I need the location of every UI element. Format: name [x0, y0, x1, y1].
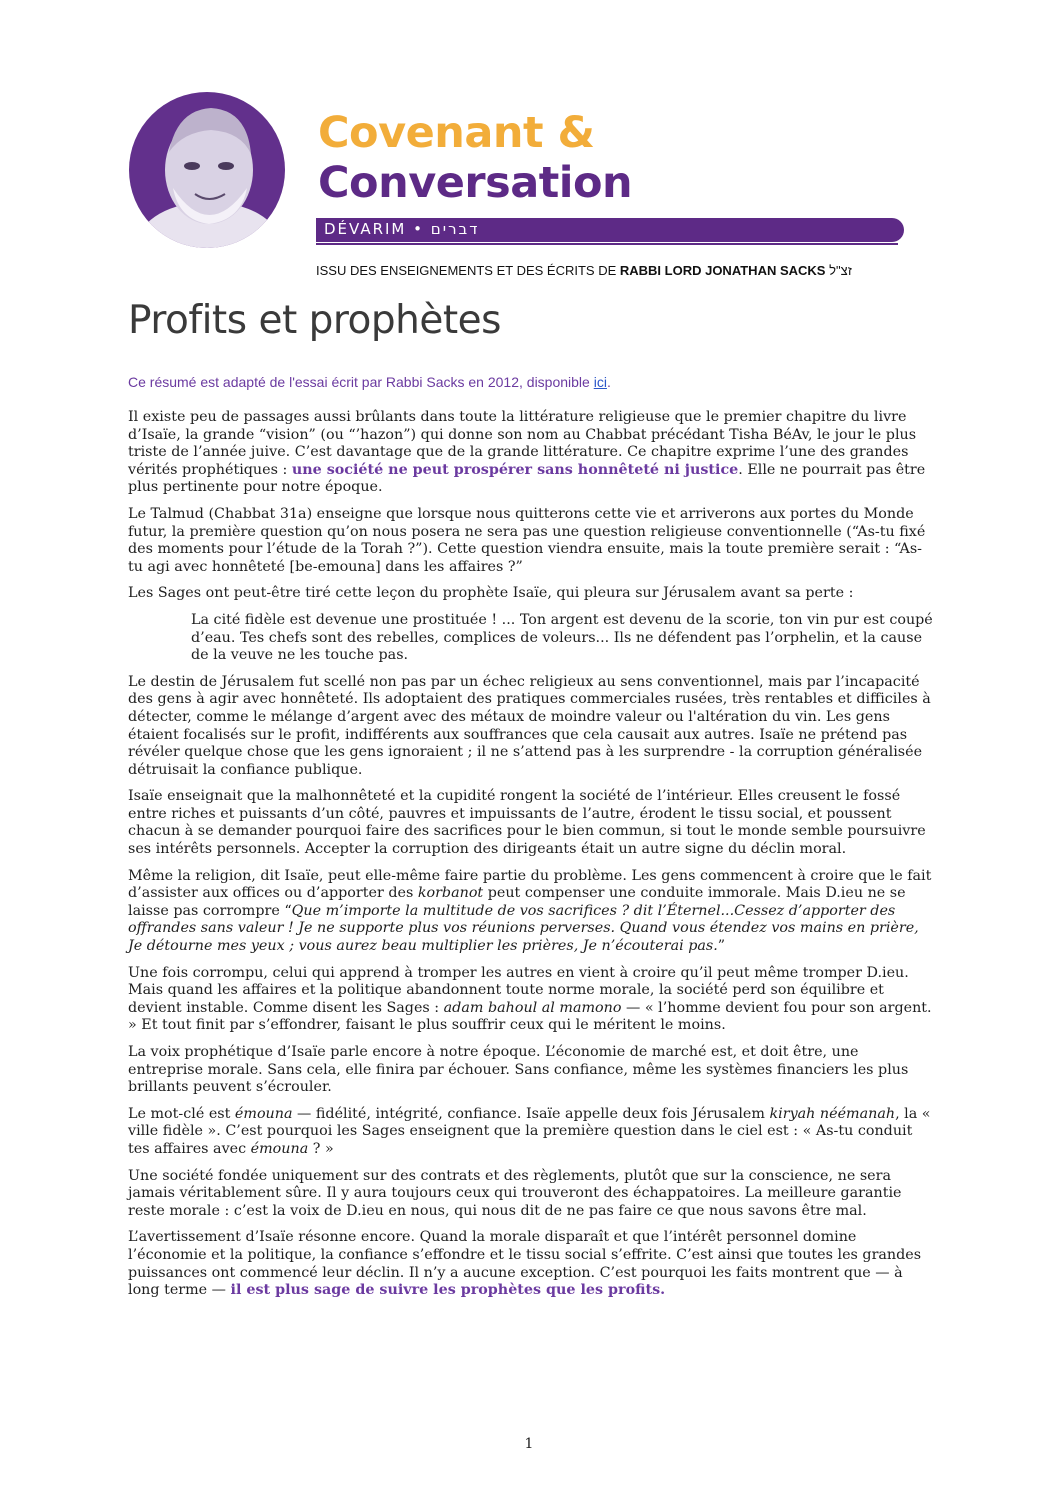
text-run: ? » [308, 1140, 334, 1157]
brand-title-line2: Conversation [318, 158, 633, 208]
text-run: Le mot-clé est [128, 1105, 235, 1122]
italic-term: émouna [234, 1105, 293, 1122]
paragraph: Isaïe enseignait que la malhonnêteté et la cupidité rongent la société de l’intérieur. Elles creusent le fossé entre riches et puissants d’un côté, pauvres et impuissants de l’autre, érodent le tissu social, et poussent chacun à se demander pourquoi faire des sacrifices pour le bien commun, si tout le monde semble poursuivre ses intérêts personnels. Accepter la corruption des dirigeants était un autre signe du déclin moral. [128, 788, 926, 858]
text-run: Il existe peu de passages aussi brûlants dans toute la littérature religieuse que le premier chapitre du livre d’Isaïe, la grande “vision” (ou “’hazon”) qui donne son nom au Chabbat précédant Tisha BéAv, le jour le plus triste de l’année juive. C’est davantage que de la grande littérature. Ce chapitre exprime l’une des grandes vérités prophétiques : [128, 409, 917, 478]
paragraph [128, 1229, 934, 1299]
brand-title-line1: Covenant & [318, 108, 595, 158]
page-number: 1 [524, 1436, 534, 1452]
paragraph: Le destin de Jérusalem fut scellé non pas par un échec religieux au sens conventionnel, mais par l’incapacité des gens à agir avec honnêteté. Ils adoptaient des pratiques commerciales rusées, très rentables et difficiles à détecter, comme le mélange d’argent avec des métaux de moindre valeur ou l'altération du vin. Les gens étaient focalisés sur le profit, indifférents aux souffrances que cela causait aux autres. Isaïe ne prétend pas révéler quelque chose que les gens ignoraient ; il ne s’attend pas à les surprendre - la corruption généralisée détruisait la confiance publique. [128, 673, 931, 778]
paragraph: Les Sages ont peut-être tiré cette leçon du prophète Isaïe, qui pleura sur Jérusalem avant sa perte : [128, 585, 854, 602]
byline-author: RABBI LORD JONATHAN SACKS [619, 263, 826, 278]
byline-suffix: זצ"ל [825, 263, 852, 278]
text-run: L’avertissement d’Isaïe résonne encore. Quand la morale disparaît et que l’intérêt personnel domine l’économie et la politique, la confiance s’effondre et le tissu social s’effrite. C’est ainsi que toutes les grandes puissances ont commencé leur déclin. Il n’y a aucune exception. C’est pourquoi les faits montrent que — à long terme — [128, 1229, 922, 1299]
text-run: peut compenser une conduite immorale. Mais D.ieu ne se laisse pas corrompre “ [128, 885, 906, 919]
source-link[interactable]: ici [593, 374, 607, 390]
parasha-banner [316, 218, 904, 242]
paragraph: La voix prophétique d’Isaïe parle encore à notre époque. L’économie de marché est, et doit être, une entreprise morale. Sans cela, elle finira par échouer. Sans confiance, même les systèmes financiers les plus brillants peuvent s’écrouler. [128, 1044, 909, 1096]
paragraph [128, 1106, 934, 1159]
paragraph: Une société fondée uniquement sur des contrats et des règlements, plutôt que sur la conscience, ne sera jamais véritablement sûre. Il y aura toujours ceux qui trouveront des échappatoires. La meilleure garantie reste morale : c’est la voix de D.ieu en nous, qui nous dit de ne pas faire ce que nous savons être mal. [128, 1167, 902, 1219]
paragraph [128, 409, 934, 497]
block-quote: La cité fidèle est devenue une prostituée ! ... Ton argent est devenu de la scorie, ton vin pur est coupé d’eau. Tes chefs sont des rebelles, complices de voleurs... Ils ne défendent pas l’orphelin, et la cause de la veuve ne les touche pas. [191, 611, 933, 664]
italic-quote: Que m’importe la multitude de vos sacrifices ? dit l’Éternel...Cessez d’apporter des offrandes sans valeur ! Je ne supporte plus vos réunions perverses. Quand vous étendez vos mains en prière, Je détourne mes yeux ; vous aurez beau multiplier les prières, Je n’écouterai pas. [128, 902, 919, 955]
paragraph [128, 868, 934, 956]
text-run: , la « ville fidèle ». C’est pourquoi les Sages enseignent que la première question dans le ciel est : « As-tu conduit tes affaires avec [128, 1105, 931, 1157]
text-run: — fidélité, intégrité, confiance. Isaïe appelle deux fois Jérusalem [292, 1105, 770, 1122]
rabbi-sacks-portrait [129, 92, 285, 248]
italic-term: adam bahoul al mamono [443, 999, 622, 1016]
text-run: . Elle ne pourrait pas être plus pertinente pour notre époque. [128, 461, 926, 496]
italic-term: korbanot [417, 885, 484, 902]
text-run: Même la religion, dit Isaïe, peut elle-même faire partie du problème. Les gens commencent à croire que le fait d’assister aux offices ou d’apporter des [128, 867, 932, 902]
byline-prefix: ISSU DES ENSEIGNEMENTS ET DES ÉCRITS DE [316, 263, 620, 278]
article-body [128, 409, 934, 1309]
parasha-name: DÉVARIM • דברים [324, 220, 480, 238]
article-title: Profits et prophètes [128, 298, 501, 343]
source-note [128, 374, 611, 390]
brand-logo [318, 108, 632, 208]
byline [316, 263, 852, 278]
italic-term: émouna [250, 1140, 309, 1157]
text-run: ” [717, 938, 726, 955]
text-run: Une fois corrompu, celui qui apprend à tromper les autres en vient à croire qu’il peut même tromper D.ieu. Mais quand les affaires et la politique abandonnent toute norme morale, la société perd son équilibre et devient instable. Comme disent les Sages : [128, 964, 909, 1016]
source-end: . [606, 374, 611, 390]
highlight-text: il est plus sage de suivre les prophètes que les profits. [230, 1282, 666, 1299]
text-run: — « l’homme devient fou pour son argent. » Et tout finit par s’effondrer, faisant le plus souffrir ceux qui le méritent le moins. [128, 999, 932, 1034]
source-text: Ce résumé est adapté de l'essai écrit par Rabbi Sacks en 2012, disponible [128, 374, 594, 390]
paragraph [128, 965, 934, 1035]
paragraph: Le Talmud (Chabbat 31a) enseigne que lorsque nous quitterons cette vie et arriverons aux portes du Monde futur, la première question qu’on nous posera ne sera pas une question religieuse conventionnelle (“As-tu fixé des moments pour l’étude de la Torah ?”). Cette question viendra ensuite, mais la toute première serait : “As-tu agi avec honnêteté [be-emouna] dans les affaires ?” [128, 505, 926, 575]
italic-term: kiryah néémanah [769, 1105, 896, 1122]
highlight-text: une société ne peut prospérer sans honnêteté ni justice [291, 461, 739, 478]
